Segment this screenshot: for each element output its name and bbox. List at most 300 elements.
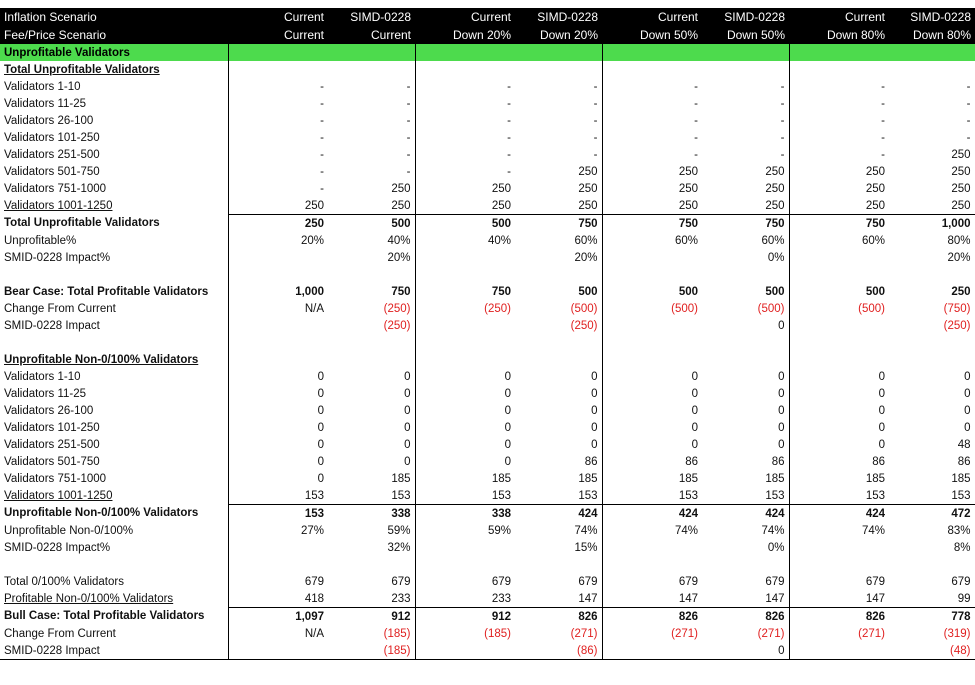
value-cell[interactable] [328, 300, 415, 317]
value-cell[interactable] [889, 95, 975, 112]
value-cell[interactable] [515, 368, 602, 385]
row-label[interactable] [0, 197, 228, 215]
value-cell[interactable] [228, 351, 328, 368]
value-cell[interactable] [328, 539, 415, 556]
value-cell[interactable] [515, 300, 602, 317]
value-cell[interactable] [789, 505, 889, 523]
value-cell[interactable] [328, 487, 415, 505]
value-cell[interactable] [228, 334, 328, 351]
value-cell[interactable] [889, 573, 975, 590]
value-cell[interactable] [789, 573, 889, 590]
value-cell[interactable] [702, 556, 789, 573]
value-cell[interactable] [889, 556, 975, 573]
value-cell[interactable] [602, 385, 702, 402]
row-label[interactable] [0, 419, 228, 436]
value-cell[interactable] [228, 385, 328, 402]
value-cell[interactable] [228, 146, 328, 163]
value-cell[interactable] [328, 61, 415, 78]
value-cell[interactable] [789, 129, 889, 146]
value-cell[interactable] [328, 180, 415, 197]
value-cell[interactable] [789, 266, 889, 283]
value-cell[interactable] [415, 163, 515, 180]
value-cell[interactable] [789, 146, 889, 163]
header-cell[interactable] [228, 8, 328, 26]
value-cell[interactable] [328, 163, 415, 180]
value-cell[interactable] [789, 368, 889, 385]
value-cell[interactable] [889, 625, 975, 642]
value-cell[interactable] [228, 642, 328, 660]
value-cell[interactable] [415, 249, 515, 266]
value-cell[interactable] [702, 95, 789, 112]
row-label[interactable] [0, 470, 228, 487]
value-cell[interactable] [789, 590, 889, 608]
row-label[interactable] [0, 453, 228, 470]
row-label[interactable] [0, 180, 228, 197]
value-cell[interactable] [515, 266, 602, 283]
value-cell[interactable] [702, 317, 789, 334]
value-cell[interactable] [789, 215, 889, 233]
value-cell[interactable] [702, 419, 789, 436]
value-cell[interactable] [702, 129, 789, 146]
value-cell[interactable] [515, 385, 602, 402]
value-cell[interactable] [889, 232, 975, 249]
section-title[interactable] [0, 44, 228, 61]
header-cell[interactable] [515, 26, 602, 44]
value-cell[interactable] [228, 522, 328, 539]
value-cell[interactable] [889, 215, 975, 233]
value-cell[interactable] [328, 625, 415, 642]
value-cell[interactable] [328, 573, 415, 590]
row-label[interactable] [0, 539, 228, 556]
value-cell[interactable] [602, 249, 702, 266]
value-cell[interactable] [228, 78, 328, 95]
value-cell[interactable] [702, 197, 789, 215]
value-cell[interactable] [602, 402, 702, 419]
value-cell[interactable] [602, 95, 702, 112]
row-label[interactable] [0, 215, 228, 233]
value-cell[interactable] [889, 402, 975, 419]
value-cell[interactable] [889, 163, 975, 180]
value-cell[interactable] [515, 470, 602, 487]
row-label[interactable] [0, 505, 228, 523]
row-label[interactable] [0, 300, 228, 317]
value-cell[interactable] [415, 539, 515, 556]
row-label[interactable] [0, 642, 228, 660]
value-cell[interactable] [889, 385, 975, 402]
value-cell[interactable] [789, 334, 889, 351]
value-cell[interactable] [228, 590, 328, 608]
value-cell[interactable] [602, 608, 702, 626]
value-cell[interactable] [328, 232, 415, 249]
value-cell[interactable] [228, 163, 328, 180]
row-label[interactable] [0, 436, 228, 453]
value-cell[interactable] [228, 505, 328, 523]
value-cell[interactable] [415, 625, 515, 642]
value-cell[interactable] [515, 146, 602, 163]
value-cell[interactable] [702, 249, 789, 266]
value-cell[interactable] [415, 61, 515, 78]
row-label[interactable] [0, 61, 228, 78]
value-cell[interactable] [889, 505, 975, 523]
row-label[interactable] [0, 78, 228, 95]
value-cell[interactable] [328, 385, 415, 402]
value-cell[interactable] [889, 334, 975, 351]
value-cell[interactable] [328, 129, 415, 146]
value-cell[interactable] [515, 642, 602, 660]
value-cell[interactable] [515, 402, 602, 419]
header-cell[interactable] [415, 26, 515, 44]
value-cell[interactable] [702, 487, 789, 505]
value-cell[interactable] [515, 232, 602, 249]
value-cell[interactable] [789, 61, 889, 78]
value-cell[interactable] [789, 522, 889, 539]
value-cell[interactable] [889, 608, 975, 626]
value-cell[interactable] [789, 249, 889, 266]
value-cell[interactable] [415, 385, 515, 402]
row-label[interactable] [0, 129, 228, 146]
value-cell[interactable] [702, 146, 789, 163]
value-cell[interactable] [515, 249, 602, 266]
value-cell[interactable] [328, 215, 415, 233]
value-cell[interactable] [415, 436, 515, 453]
value-cell[interactable] [328, 197, 415, 215]
value-cell[interactable] [515, 505, 602, 523]
value-cell[interactable] [415, 317, 515, 334]
value-cell[interactable] [702, 215, 789, 233]
value-cell[interactable] [602, 197, 702, 215]
value-cell[interactable] [328, 608, 415, 626]
value-cell[interactable] [702, 453, 789, 470]
value-cell[interactable] [602, 215, 702, 233]
value-cell[interactable] [789, 385, 889, 402]
row-label[interactable] [0, 266, 228, 283]
value-cell[interactable] [328, 249, 415, 266]
value-cell[interactable] [515, 487, 602, 505]
header-cell[interactable] [789, 8, 889, 26]
value-cell[interactable] [328, 419, 415, 436]
value-cell[interactable] [702, 436, 789, 453]
value-cell[interactable] [415, 300, 515, 317]
value-cell[interactable] [789, 470, 889, 487]
value-cell[interactable] [889, 539, 975, 556]
header-cell[interactable] [415, 8, 515, 26]
value-cell[interactable] [328, 95, 415, 112]
value-cell[interactable] [515, 163, 602, 180]
value-cell[interactable] [328, 368, 415, 385]
value-cell[interactable] [789, 556, 889, 573]
value-cell[interactable] [889, 642, 975, 660]
row-label[interactable] [0, 232, 228, 249]
value-cell[interactable] [889, 129, 975, 146]
value-cell[interactable] [789, 300, 889, 317]
value-cell[interactable] [702, 334, 789, 351]
row-label[interactable] [0, 573, 228, 590]
row-label[interactable] [0, 556, 228, 573]
row-label[interactable] [0, 249, 228, 266]
value-cell[interactable] [515, 283, 602, 300]
value-cell[interactable] [228, 249, 328, 266]
header-cell[interactable] [328, 26, 415, 44]
value-cell[interactable] [228, 317, 328, 334]
value-cell[interactable] [515, 61, 602, 78]
value-cell[interactable] [602, 625, 702, 642]
header-cell[interactable] [702, 26, 789, 44]
header-cell[interactable] [702, 8, 789, 26]
header-cell[interactable] [889, 8, 975, 26]
row-label[interactable] [0, 283, 228, 300]
value-cell[interactable] [415, 197, 515, 215]
value-cell[interactable] [602, 419, 702, 436]
value-cell[interactable] [789, 402, 889, 419]
row-label[interactable] [0, 368, 228, 385]
value-cell[interactable] [415, 368, 515, 385]
value-cell[interactable] [702, 351, 789, 368]
value-cell[interactable] [889, 351, 975, 368]
value-cell[interactable] [702, 539, 789, 556]
value-cell[interactable] [702, 385, 789, 402]
value-cell[interactable] [228, 112, 328, 129]
value-cell[interactable] [515, 590, 602, 608]
value-cell[interactable] [602, 180, 702, 197]
value-cell[interactable] [789, 78, 889, 95]
value-cell[interactable] [602, 436, 702, 453]
value-cell[interactable] [889, 317, 975, 334]
value-cell[interactable] [889, 487, 975, 505]
value-cell[interactable] [789, 180, 889, 197]
header-cell[interactable] [328, 8, 415, 26]
row-label[interactable] [0, 522, 228, 539]
value-cell[interactable] [415, 573, 515, 590]
value-cell[interactable] [702, 78, 789, 95]
value-cell[interactable] [602, 146, 702, 163]
value-cell[interactable] [228, 197, 328, 215]
value-cell[interactable] [702, 505, 789, 523]
value-cell[interactable] [228, 232, 328, 249]
value-cell[interactable] [328, 146, 415, 163]
value-cell[interactable] [789, 232, 889, 249]
value-cell[interactable] [515, 334, 602, 351]
value-cell[interactable] [415, 453, 515, 470]
value-cell[interactable] [702, 283, 789, 300]
row-label[interactable] [0, 334, 228, 351]
value-cell[interactable] [515, 573, 602, 590]
value-cell[interactable] [789, 112, 889, 129]
value-cell[interactable] [889, 266, 975, 283]
value-cell[interactable] [602, 232, 702, 249]
value-cell[interactable] [328, 436, 415, 453]
header-cell[interactable] [228, 26, 328, 44]
value-cell[interactable] [889, 78, 975, 95]
value-cell[interactable] [702, 368, 789, 385]
value-cell[interactable] [789, 419, 889, 436]
value-cell[interactable] [889, 197, 975, 215]
value-cell[interactable] [515, 317, 602, 334]
value-cell[interactable] [328, 317, 415, 334]
value-cell[interactable] [702, 642, 789, 660]
row-label[interactable] [0, 317, 228, 334]
value-cell[interactable] [515, 608, 602, 626]
value-cell[interactable] [415, 334, 515, 351]
header-label[interactable] [0, 26, 228, 44]
value-cell[interactable] [602, 539, 702, 556]
value-cell[interactable] [328, 402, 415, 419]
row-label[interactable] [0, 590, 228, 608]
value-cell[interactable] [415, 180, 515, 197]
value-cell[interactable] [889, 590, 975, 608]
value-cell[interactable] [415, 129, 515, 146]
value-cell[interactable] [515, 351, 602, 368]
header-cell[interactable] [789, 26, 889, 44]
value-cell[interactable] [415, 78, 515, 95]
value-cell[interactable] [789, 625, 889, 642]
value-cell[interactable] [228, 608, 328, 626]
value-cell[interactable] [789, 95, 889, 112]
value-cell[interactable] [228, 556, 328, 573]
value-cell[interactable] [415, 215, 515, 233]
value-cell[interactable] [515, 95, 602, 112]
row-label[interactable] [0, 385, 228, 402]
value-cell[interactable] [702, 163, 789, 180]
row-label[interactable] [0, 95, 228, 112]
value-cell[interactable] [415, 522, 515, 539]
value-cell[interactable] [415, 608, 515, 626]
value-cell[interactable] [415, 590, 515, 608]
value-cell[interactable] [415, 146, 515, 163]
value-cell[interactable] [328, 642, 415, 660]
value-cell[interactable] [515, 180, 602, 197]
value-cell[interactable] [228, 625, 328, 642]
value-cell[interactable] [789, 163, 889, 180]
value-cell[interactable] [328, 505, 415, 523]
value-cell[interactable] [415, 351, 515, 368]
value-cell[interactable] [515, 112, 602, 129]
value-cell[interactable] [228, 215, 328, 233]
value-cell[interactable] [602, 300, 702, 317]
value-cell[interactable] [415, 283, 515, 300]
row-label[interactable] [0, 487, 228, 505]
header-cell[interactable] [602, 8, 702, 26]
value-cell[interactable] [415, 642, 515, 660]
value-cell[interactable] [889, 453, 975, 470]
header-label[interactable] [0, 8, 228, 26]
value-cell[interactable] [602, 556, 702, 573]
value-cell[interactable] [602, 266, 702, 283]
value-cell[interactable] [328, 266, 415, 283]
value-cell[interactable] [702, 590, 789, 608]
value-cell[interactable] [515, 436, 602, 453]
value-cell[interactable] [602, 334, 702, 351]
value-cell[interactable] [415, 95, 515, 112]
value-cell[interactable] [602, 112, 702, 129]
value-cell[interactable] [602, 317, 702, 334]
value-cell[interactable] [328, 590, 415, 608]
value-cell[interactable] [515, 453, 602, 470]
value-cell[interactable] [228, 487, 328, 505]
value-cell[interactable] [602, 78, 702, 95]
value-cell[interactable] [415, 470, 515, 487]
value-cell[interactable] [228, 180, 328, 197]
value-cell[interactable] [602, 351, 702, 368]
row-label[interactable] [0, 402, 228, 419]
value-cell[interactable] [228, 95, 328, 112]
value-cell[interactable] [602, 590, 702, 608]
value-cell[interactable] [515, 625, 602, 642]
value-cell[interactable] [889, 249, 975, 266]
row-label[interactable] [0, 625, 228, 642]
value-cell[interactable] [228, 470, 328, 487]
row-label[interactable] [0, 608, 228, 626]
value-cell[interactable] [889, 112, 975, 129]
value-cell[interactable] [415, 487, 515, 505]
value-cell[interactable] [602, 573, 702, 590]
value-cell[interactable] [702, 470, 789, 487]
value-cell[interactable] [228, 283, 328, 300]
value-cell[interactable] [702, 522, 789, 539]
value-cell[interactable] [228, 573, 328, 590]
value-cell[interactable] [328, 351, 415, 368]
value-cell[interactable] [228, 539, 328, 556]
value-cell[interactable] [228, 266, 328, 283]
value-cell[interactable] [415, 556, 515, 573]
value-cell[interactable] [415, 112, 515, 129]
value-cell[interactable] [515, 556, 602, 573]
value-cell[interactable] [228, 61, 328, 78]
value-cell[interactable] [602, 283, 702, 300]
value-cell[interactable] [515, 522, 602, 539]
value-cell[interactable] [789, 487, 889, 505]
value-cell[interactable] [602, 129, 702, 146]
value-cell[interactable] [602, 453, 702, 470]
value-cell[interactable] [515, 215, 602, 233]
value-cell[interactable] [415, 232, 515, 249]
value-cell[interactable] [789, 608, 889, 626]
value-cell[interactable] [515, 539, 602, 556]
row-label[interactable] [0, 146, 228, 163]
value-cell[interactable] [328, 453, 415, 470]
value-cell[interactable] [228, 402, 328, 419]
value-cell[interactable] [415, 402, 515, 419]
header-cell[interactable] [515, 8, 602, 26]
value-cell[interactable] [889, 470, 975, 487]
value-cell[interactable] [515, 419, 602, 436]
value-cell[interactable] [889, 419, 975, 436]
value-cell[interactable] [602, 522, 702, 539]
value-cell[interactable] [789, 539, 889, 556]
value-cell[interactable] [328, 334, 415, 351]
value-cell[interactable] [602, 642, 702, 660]
header-cell[interactable] [889, 26, 975, 44]
value-cell[interactable] [789, 317, 889, 334]
value-cell[interactable] [889, 283, 975, 300]
row-label[interactable] [0, 112, 228, 129]
value-cell[interactable] [889, 368, 975, 385]
value-cell[interactable] [702, 402, 789, 419]
value-cell[interactable] [702, 300, 789, 317]
value-cell[interactable] [889, 146, 975, 163]
value-cell[interactable] [702, 112, 789, 129]
value-cell[interactable] [789, 351, 889, 368]
value-cell[interactable] [602, 163, 702, 180]
value-cell[interactable] [328, 522, 415, 539]
header-cell[interactable] [602, 26, 702, 44]
value-cell[interactable] [889, 180, 975, 197]
value-cell[interactable] [602, 470, 702, 487]
value-cell[interactable] [602, 505, 702, 523]
value-cell[interactable] [702, 266, 789, 283]
value-cell[interactable] [228, 453, 328, 470]
value-cell[interactable] [328, 112, 415, 129]
value-cell[interactable] [602, 487, 702, 505]
